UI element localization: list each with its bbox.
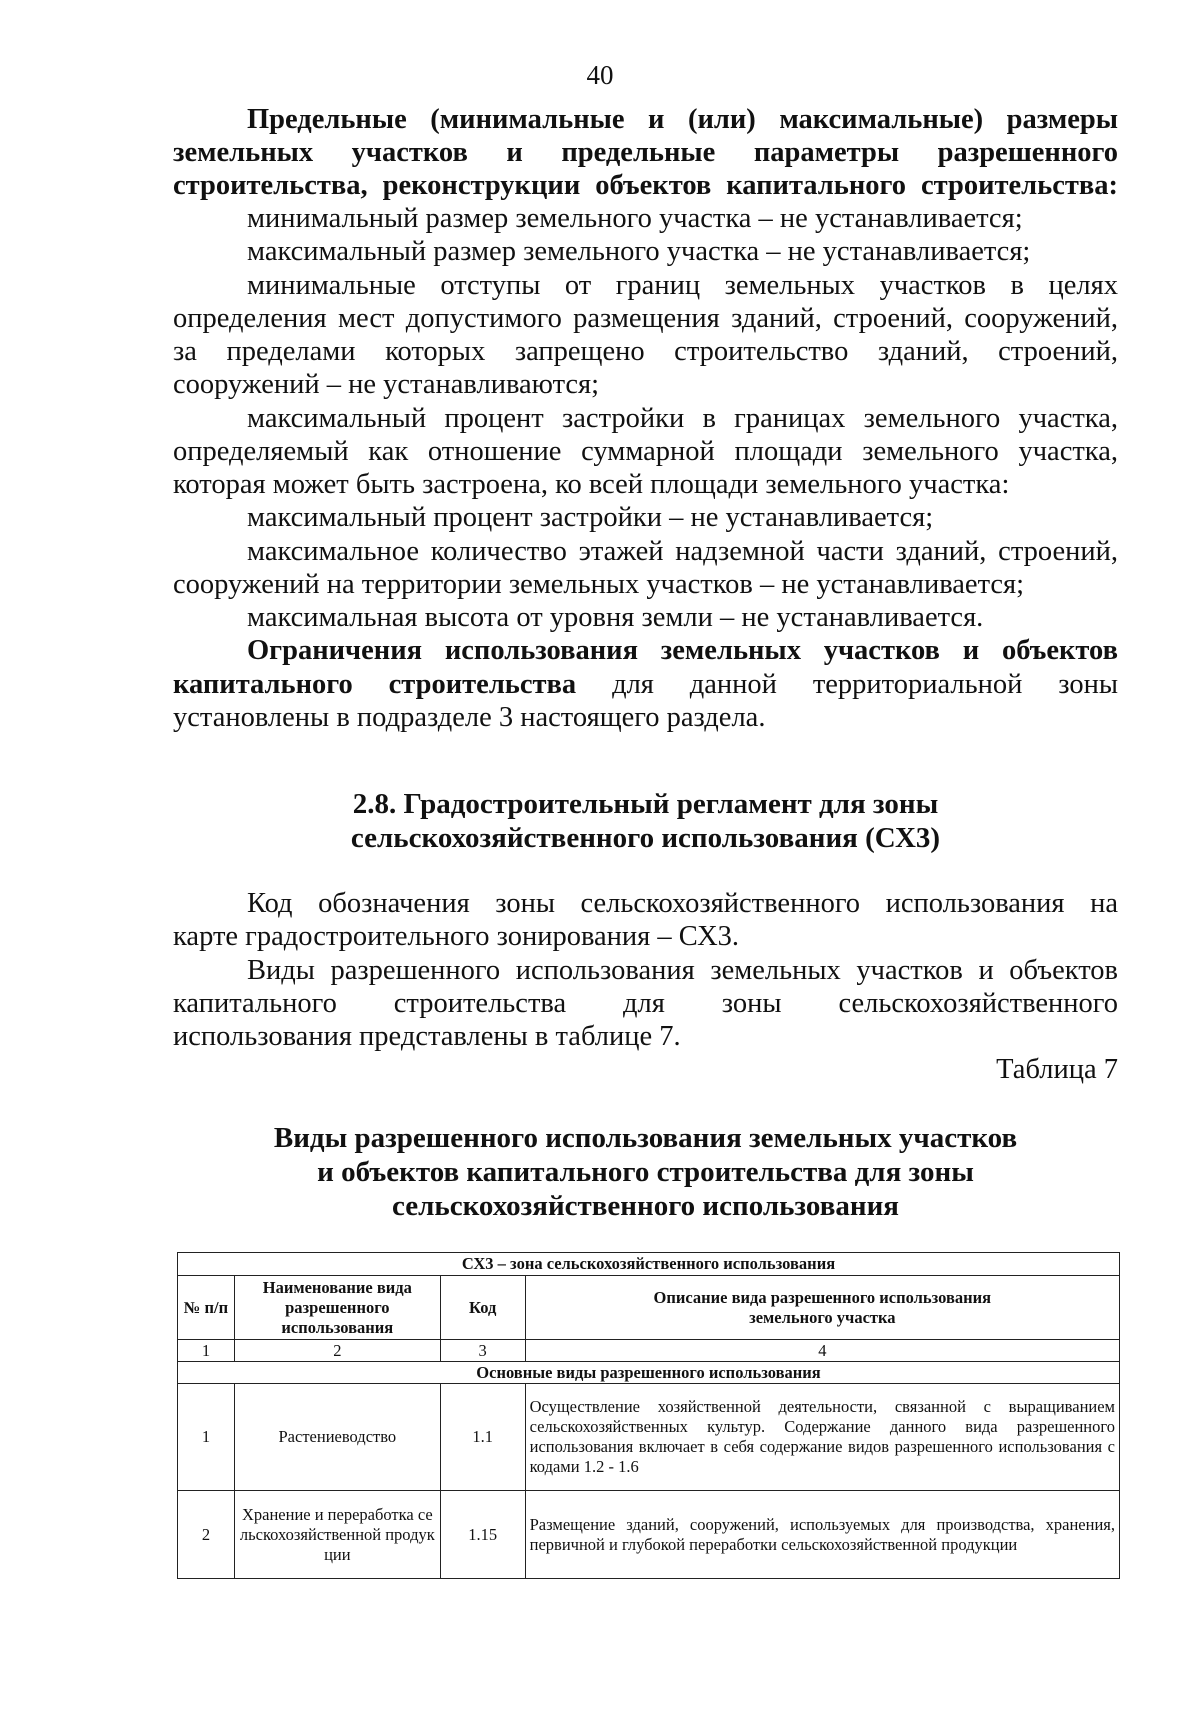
table-title-line-1: Виды разрешенного использования земельных участков bbox=[273, 1122, 1018, 1154]
row-description: Размещение зданий, сооружений, используемых для производства, хранения, первичной и глубокой переработки сельскохозяйственной продукции bbox=[525, 1491, 1119, 1579]
section-row-label: Основные виды разрешенного использования bbox=[178, 1362, 1120, 1384]
section-title-line-1: 2.8. Градостроительный регламент для зоны bbox=[352, 788, 939, 820]
setbacks-line-3: за пределами которых запрещено строительство зданий, строений, bbox=[173, 336, 1118, 367]
uses-intro-line-2: капитального строительства для зоны сельскохозяйственного bbox=[173, 988, 1118, 1019]
col-header-desc: Описание вида разрешенного использования земельного участка bbox=[525, 1276, 1119, 1340]
restrictions-line-2 bbox=[173, 668, 1118, 702]
table-row bbox=[178, 1384, 1120, 1491]
floors-line-1: максимальное количество этажей надземной части зданий, строений, bbox=[247, 536, 1118, 567]
table-label: Таблица 7 bbox=[996, 1054, 1118, 1085]
coverage-line-3: которая может быть застроена, ко всей площади земельного участка: bbox=[173, 469, 1010, 500]
zone-code-line-1: Код обозначения зоны сельскохозяйственного использования на bbox=[247, 888, 1118, 919]
restrictions-line-2-rest: для данной территориальной зоны bbox=[612, 669, 1118, 700]
table-title-line-3: сельскохозяйственного использования bbox=[392, 1190, 899, 1222]
row-name: Хранение и переработка сельскохозяйственной продукции bbox=[234, 1491, 440, 1579]
max-coverage: максимальный процент застройки – не устанавливается; bbox=[247, 502, 934, 533]
setbacks-line-1: минимальные отступы от границ земельных участков в целях bbox=[247, 270, 1118, 301]
col-header-num: № п/п bbox=[178, 1276, 235, 1340]
uses-intro-line-3: использования представлены в таблице 7. bbox=[173, 1021, 681, 1052]
setbacks-line-2: определения мест допустимого размещения зданий, строений, сооружений, bbox=[173, 303, 1118, 334]
table-section-row bbox=[178, 1362, 1120, 1384]
setbacks-line-4: сооружений – не устанавливаются; bbox=[173, 369, 600, 400]
row-num: 1 bbox=[178, 1384, 235, 1491]
col-index-3: 3 bbox=[440, 1340, 525, 1362]
coverage-line-1: максимальный процент застройки в границах земельного участка, bbox=[247, 403, 1118, 434]
row-name: Растениеводство bbox=[234, 1384, 440, 1491]
row-code: 1.15 bbox=[440, 1491, 525, 1579]
table-index-row bbox=[178, 1340, 1120, 1362]
max-height: максимальная высота от уровня земли – не устанавливается. bbox=[247, 602, 984, 633]
min-plot-size: минимальный размер земельного участка – не устанавливается; bbox=[247, 203, 1023, 234]
permitted-uses-table bbox=[177, 1252, 1120, 1579]
limits-heading-line-3: строительства, реконструкции объектов капитального строительства: bbox=[173, 170, 1118, 201]
limits-heading-line-2: земельных участков и предельные параметры разрешенного bbox=[173, 137, 1118, 168]
col-index-1: 1 bbox=[178, 1340, 235, 1362]
table-header-row bbox=[178, 1276, 1120, 1340]
zone-header: СХ3 – зона сельскохозяйственного использования bbox=[178, 1253, 1120, 1276]
restrictions-line-2-bold: капитального строительства bbox=[173, 669, 577, 700]
uses-intro-line-1: Виды разрешенного использования земельных участков и объектов bbox=[247, 955, 1118, 986]
restrictions-line-3: установлены в подразделе 3 настоящего раздела. bbox=[173, 702, 766, 733]
restrictions-line-1: Ограничения использования земельных участков и объектов bbox=[247, 635, 1118, 666]
col-index-2: 2 bbox=[234, 1340, 440, 1362]
row-num: 2 bbox=[178, 1491, 235, 1579]
row-code: 1.1 bbox=[440, 1384, 525, 1491]
page-number: 40 bbox=[586, 60, 614, 90]
row-description: Осуществление хозяйственной деятельности, связанной с выращиванием сельскохозяйственных культур. Содержание данного вида разрешенного использования включает в себя содержание видов разрешенного использования с кодами 1.2 - 1.6 bbox=[525, 1384, 1119, 1491]
section-title-line-2: сельскохозяйственного использования (СХ3) bbox=[350, 822, 941, 854]
max-plot-size: максимальный размер земельного участка – не устанавливается; bbox=[247, 236, 1031, 267]
coverage-line-2: определяемый как отношение суммарной площади земельного участка, bbox=[173, 436, 1118, 467]
table-title-line-2: и объектов капитального строительства для зоны bbox=[317, 1156, 974, 1188]
col-index-4: 4 bbox=[525, 1340, 1119, 1362]
table-zone-header-row bbox=[178, 1253, 1120, 1276]
table-row bbox=[178, 1491, 1120, 1579]
zone-code-line-2: карте градостроительного зонирования – СХ3. bbox=[173, 921, 740, 952]
col-header-name: Наименование вида разрешенного использования bbox=[234, 1276, 440, 1340]
col-header-code: Код bbox=[440, 1276, 525, 1340]
limits-heading-line-1: Предельные (минимальные и (или) максимальные) размеры bbox=[247, 104, 1118, 135]
floors-line-2: сооружений на территории земельных участков – не устанавливается; bbox=[173, 569, 1025, 600]
